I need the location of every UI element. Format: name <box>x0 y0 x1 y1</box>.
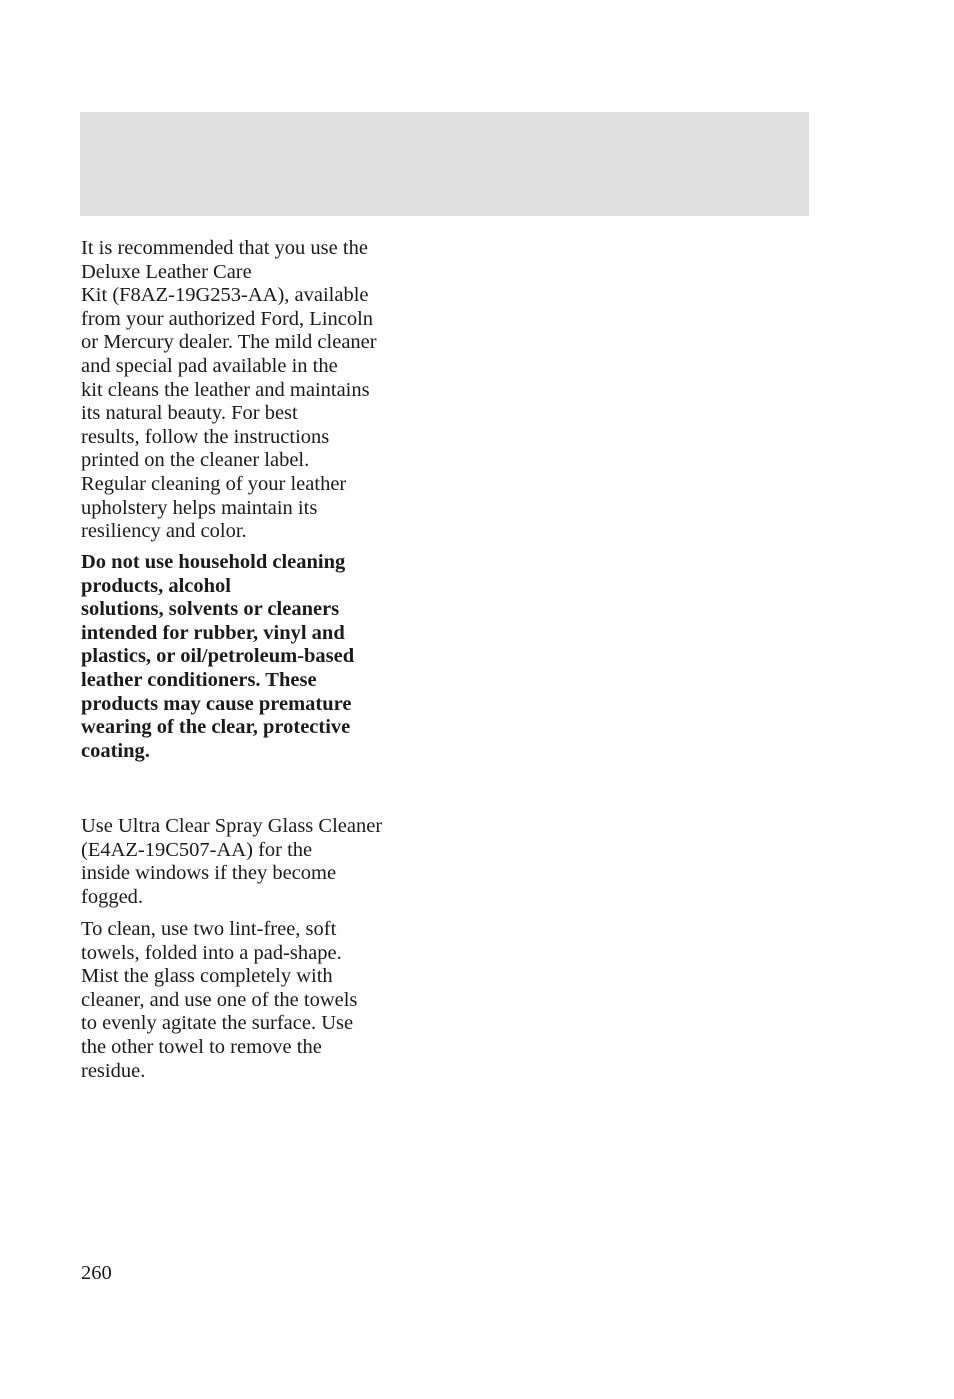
section-header-band <box>80 112 809 216</box>
text-line: the other towel to remove the <box>81 1035 322 1058</box>
text-line: Regular cleaning of your leather <box>81 472 347 495</box>
text-line: results, follow the instructions <box>81 425 330 448</box>
warning-line: coating. <box>81 739 150 762</box>
text-line: Deluxe Leather Care <box>81 260 252 283</box>
text-line: and special pad available in the <box>81 354 338 377</box>
glass-cleaner-paragraph <box>81 815 382 909</box>
text-line: printed on the cleaner label. <box>81 449 310 472</box>
text-line: inside windows if they become <box>81 862 337 885</box>
text-line: Use Ultra Clear Spray Glass Cleaner <box>81 815 383 837</box>
text-line: To clean, use two lint-free, soft <box>81 918 337 940</box>
warning-paragraph <box>81 551 354 763</box>
text-line: to evenly agitate the surface. Use <box>81 1012 354 1035</box>
text-line: It is recommended that you use the <box>81 237 368 259</box>
warning-line: plastics, or oil/petroleum-based <box>81 645 355 668</box>
warning-line: products, alcohol <box>81 574 231 597</box>
text-line: resiliency and color. <box>81 520 247 543</box>
text-line: (E4AZ-19C507-AA) for the <box>81 838 313 861</box>
warning-line: solutions, solvents or cleaners <box>81 598 340 621</box>
text-line: its natural beauty. For best <box>81 402 298 425</box>
warning-line: wearing of the clear, protective <box>81 716 351 739</box>
warning-line: leather conditioners. These <box>81 668 317 691</box>
text-line: cleaner, and use one of the towels <box>81 988 358 1011</box>
text-line: residue. <box>81 1059 146 1082</box>
text-line: Mist the glass completely with <box>81 965 333 988</box>
cleaning-steps-paragraph <box>81 918 357 1083</box>
warning-line: Do not use household cleaning <box>81 551 346 573</box>
warning-line: intended for rubber, vinyl and <box>81 621 345 644</box>
page-number: 260 <box>81 1262 112 1284</box>
leather-care-paragraph <box>81 237 377 544</box>
warning-line: products may cause premature <box>81 692 352 715</box>
text-line: from your authorized Ford, Lincoln <box>81 307 374 330</box>
text-line: upholstery helps maintain its <box>81 496 318 519</box>
text-line: towels, folded into a pad-shape. <box>81 941 342 964</box>
text-line: or Mercury dealer. The mild cleaner <box>81 331 377 354</box>
text-line: Kit (F8AZ-19G253-AA), available <box>81 284 369 307</box>
text-line: fogged. <box>81 885 144 908</box>
text-line: kit cleans the leather and maintains <box>81 378 370 401</box>
